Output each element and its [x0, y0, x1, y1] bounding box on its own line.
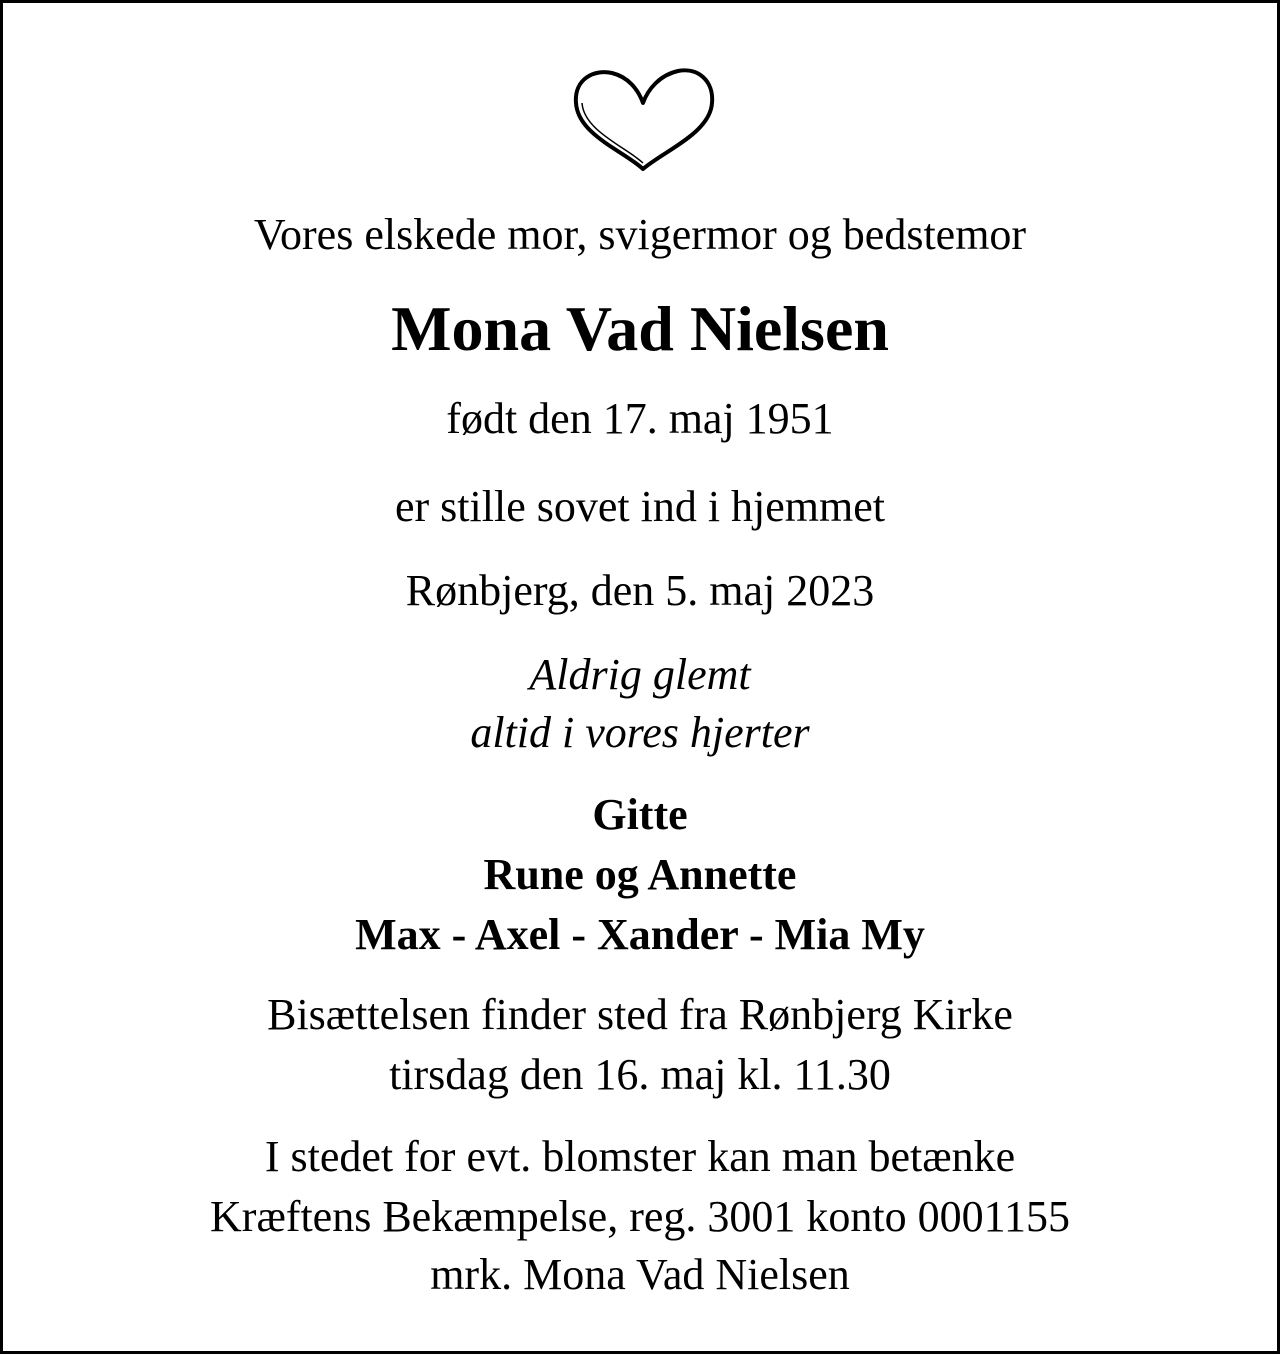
intro-line: Vores elskede mor, svigermor og bedstemor — [253, 210, 1027, 259]
service-line: Bisættelsen finder sted fra Rønbjerg Kirke — [267, 990, 1013, 1039]
verse-line: altid i vores hjerter — [470, 708, 810, 757]
passing-line: er stille sovet ind i hjemmet — [394, 482, 885, 531]
birth-date-line: født den 17. maj 1951 — [446, 394, 834, 443]
family-line: Max - Axel - Xander - Mia My — [355, 910, 925, 959]
place-date-line: Rønbjerg, den 5. maj 2023 — [405, 566, 875, 615]
verse-line: Aldrig glemt — [529, 650, 751, 699]
family-line: Gitte — [592, 790, 688, 839]
heart-icon — [568, 65, 718, 173]
donation-line: I stedet for evt. blomster kan man betænke — [264, 1132, 1016, 1181]
family-line: Rune og Annette — [483, 850, 797, 899]
deceased-name: Mona Vad Nielsen — [391, 293, 889, 364]
donation-line: mrk. Mona Vad Nielsen — [430, 1250, 850, 1299]
service-line: tirsdag den 16. maj kl. 11.30 — [389, 1050, 891, 1099]
donation-line: Kræftens Bekæmpelse, reg. 3001 konto 0001155 — [210, 1192, 1070, 1241]
